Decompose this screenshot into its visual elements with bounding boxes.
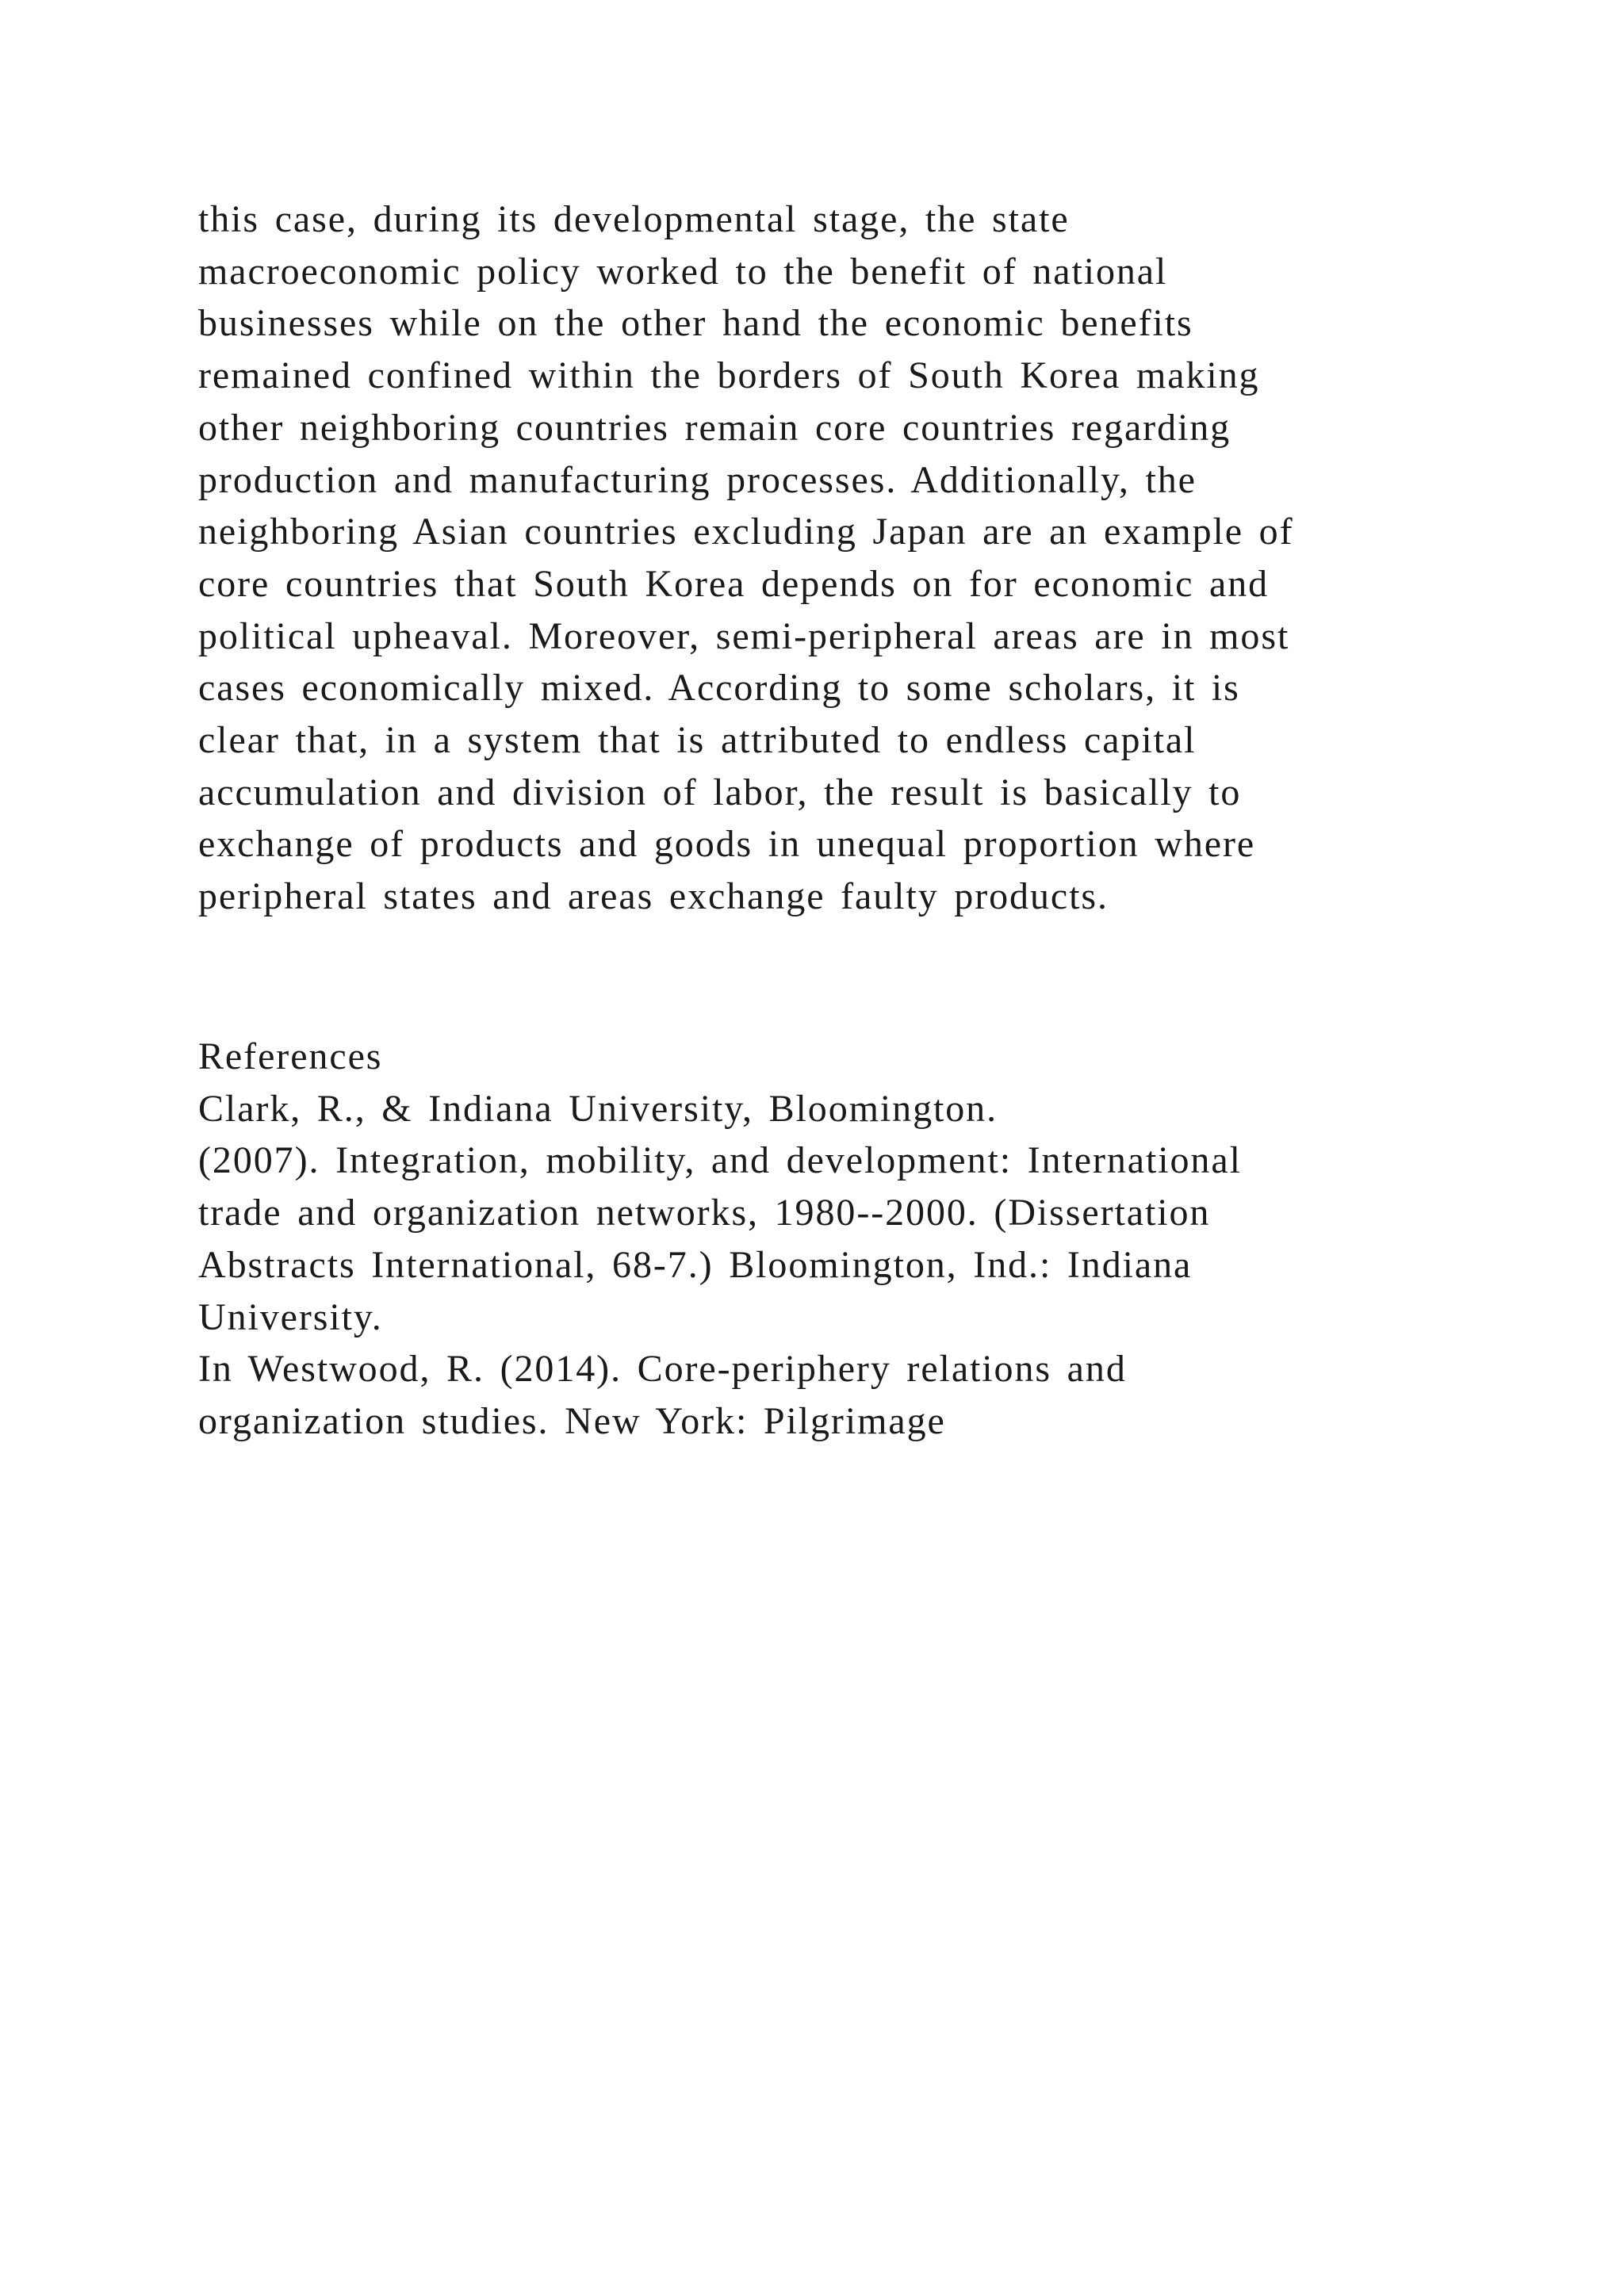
body-line: peripheral states and areas exchange faulty products. xyxy=(198,875,1109,918)
body-paragraph xyxy=(198,193,1293,923)
reference-line: trade and organization networks, 1980--2000. (Dissertation xyxy=(198,1192,1211,1234)
reference-line: (2007). Integration, mobility, and development: International xyxy=(198,1139,1242,1182)
body-line: this case, during its developmental stage, the state xyxy=(198,198,1070,240)
body-line: other neighboring countries remain core countries regarding xyxy=(198,406,1231,449)
reference-line: University. xyxy=(198,1295,383,1338)
reference-line: In Westwood, R. (2014). Core-periphery relations and xyxy=(198,1348,1127,1391)
body-line: political upheaval. Moreover, semi-peripheral areas are in most xyxy=(198,614,1290,657)
body-line: exchange of products and goods in unequal proportion where xyxy=(198,823,1256,866)
body-line: accumulation and division of labor, the result is basically to xyxy=(198,771,1242,813)
body-line: neighboring Asian countries excluding Japan are an example of xyxy=(198,511,1294,553)
body-line: macroeconomic policy worked to the benefit of national xyxy=(198,250,1168,293)
reference-line: organization studies. New York: Pilgrimage xyxy=(198,1399,946,1442)
references-heading: References xyxy=(198,1035,383,1077)
references-section xyxy=(198,1031,1242,1448)
body-line: clear that, in a system that is attributed to endless capital xyxy=(198,719,1197,762)
reference-line: Clark, R., & Indiana University, Bloomington. xyxy=(198,1087,998,1130)
body-line: cases economically mixed. According to some scholars, it is xyxy=(198,667,1240,710)
body-line: businesses while on the other hand the economic benefits xyxy=(198,302,1193,345)
body-line: core countries that South Korea depends on for economic and xyxy=(198,562,1270,605)
body-line: production and manufacturing processes. Additionally, the xyxy=(198,458,1197,501)
body-line: remained confined within the borders of South Korea making xyxy=(198,354,1260,397)
reference-line: Abstracts International, 68-7.) Bloomington, Ind.: Indiana xyxy=(198,1243,1193,1286)
